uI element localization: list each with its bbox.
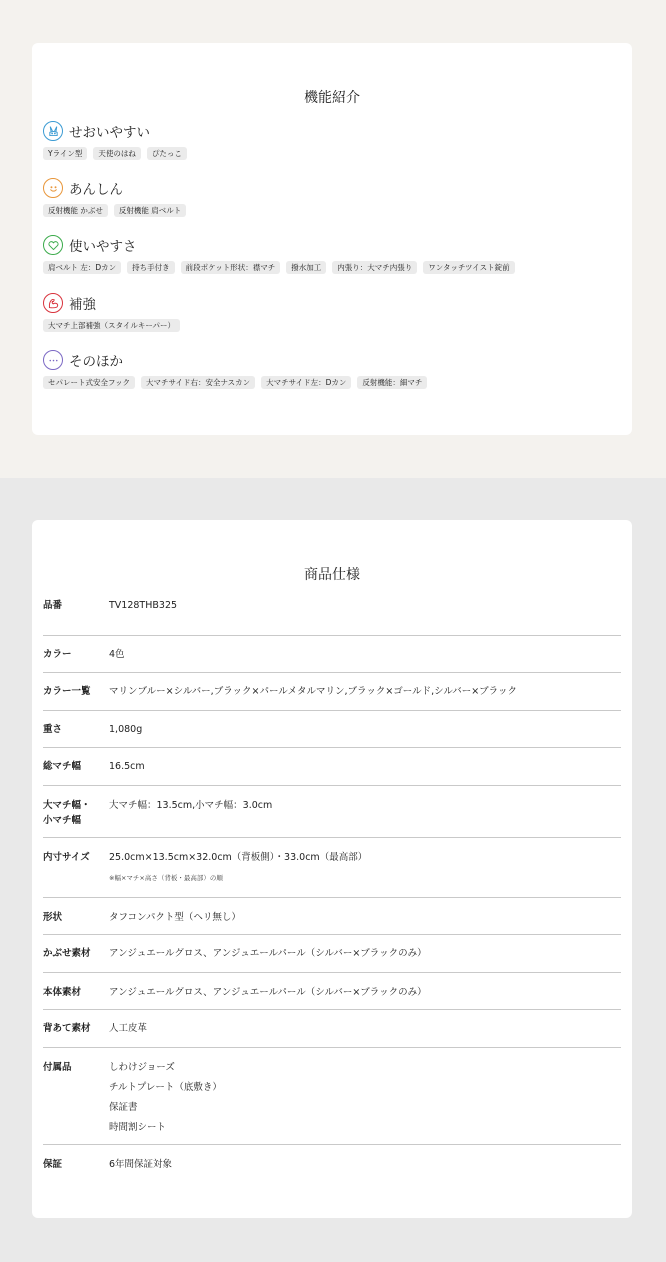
spec-row — [43, 973, 621, 1010]
specs-title: 商品仕様 — [304, 567, 360, 583]
feature-group-label: 補強 — [69, 297, 96, 313]
spec-key: 保証 — [43, 1159, 63, 1170]
spec-value-text: 6年間保証対象 — [109, 1159, 173, 1170]
spec-row — [43, 838, 621, 898]
feature-group — [43, 120, 621, 160]
spec-key: 大マチ幅・小マチ幅 — [43, 800, 91, 826]
spec-value — [109, 910, 621, 934]
spec-value — [109, 798, 621, 837]
spec-value — [109, 1060, 621, 1144]
feature-group — [43, 234, 621, 274]
spec-row — [43, 673, 621, 711]
feature-tag: ワンタッチツイスト錠前 — [423, 261, 514, 274]
feature-group-header — [43, 120, 621, 142]
heart-icon — [43, 235, 63, 255]
spec-value — [109, 1021, 621, 1047]
feature-tag: 反射機能 肩ベルト — [114, 204, 186, 217]
spec-key: 付属品 — [43, 1062, 72, 1073]
spec-table — [43, 598, 621, 1185]
feature-group-header — [43, 292, 621, 314]
spec-value-text: マリンブルー×シルバー,ブラック×パールメタルマリン,ブラック×ゴールド,シルバー×ブラック — [109, 686, 517, 697]
spec-value-text: TV128THB325 — [109, 600, 178, 611]
spec-value — [109, 946, 621, 972]
feature-tag: 内張り：大マチ内張り — [332, 261, 417, 274]
spec-value-text: 25.0cm×13.5cm×32.0cm（背板側）・33.0cm（最高部） — [109, 852, 368, 863]
spec-row — [43, 935, 621, 973]
tag-list — [43, 147, 621, 160]
spec-key: カラー一覧 — [43, 686, 91, 697]
features-section — [0, 0, 666, 478]
spec-row — [43, 748, 621, 786]
feature-tag: 持ち手付き — [127, 261, 175, 274]
feature-group — [43, 292, 621, 332]
specs-card — [32, 520, 632, 1218]
spec-value — [109, 647, 621, 672]
feature-tag: Yライン型 — [43, 147, 87, 160]
spec-key: カラー — [43, 649, 72, 660]
spec-value-text: 1,080g — [109, 724, 143, 735]
accessory-item: チルトプレート（底敷き） — [109, 1082, 222, 1093]
spec-value-text: タフコンパクト型（ヘリ無し） — [109, 912, 241, 923]
ellipsis-icon — [43, 350, 63, 370]
feature-tag: 反射機能 かぶせ — [43, 204, 108, 217]
feature-tag: セパレート式安全フック — [43, 376, 135, 389]
smile-icon — [43, 178, 63, 198]
spec-value — [109, 850, 621, 897]
spec-row — [43, 711, 621, 748]
feature-group-label: あんしん — [69, 182, 123, 198]
spec-value-text: アンジュエールグロス、アンジュエールパール（シルバー×ブラックのみ） — [109, 987, 427, 998]
feature-group-label: そのほか — [69, 354, 123, 370]
spec-key: 総マチ幅 — [43, 761, 82, 772]
spec-key: 本体素材 — [43, 987, 82, 998]
spec-row — [43, 1145, 621, 1185]
spec-key: 内寸サイズ — [43, 852, 90, 863]
spec-value-text: 16.5cm — [109, 761, 145, 772]
tag-list — [43, 204, 621, 217]
features-title: 機能紹介 — [304, 90, 360, 106]
spec-value — [109, 1157, 621, 1185]
feature-group-header — [43, 234, 621, 256]
spec-key: 形状 — [43, 912, 63, 923]
feature-tag: 反射機能：細マチ — [357, 376, 427, 389]
feature-tag: ぴたっこ — [147, 147, 187, 160]
rabbit-icon — [43, 121, 63, 141]
feature-tag: 前段ポケット形状：襟マチ — [181, 261, 281, 274]
spec-key: 重さ — [43, 724, 63, 735]
feature-group-label: せおいやすい — [69, 125, 150, 141]
feature-tag: 天使のはね — [93, 147, 141, 160]
accessory-item: 時間割シート — [109, 1122, 167, 1133]
spec-value-text: アンジュエールグロス、アンジュエールパール（シルバー×ブラックのみ） — [109, 948, 427, 959]
spec-row — [43, 786, 621, 838]
spec-key: かぶせ素材 — [43, 948, 91, 959]
accessory-item: 保証書 — [109, 1102, 138, 1113]
spec-value-text: 4色 — [109, 649, 125, 660]
feature-tag: 大マチサイド右：安全ナスカン — [141, 376, 255, 389]
spec-value-text: 人工皮革 — [109, 1023, 148, 1034]
feature-tag: 撥水加工 — [286, 261, 326, 274]
spec-note: ※幅×マチ×高さ（背板・最高部）の順 — [109, 874, 223, 882]
feature-tag: 肩ベルト 左：Dカン — [43, 261, 121, 274]
tag-list — [43, 261, 621, 274]
accessory-item: しわけジョーズ — [109, 1062, 175, 1073]
spec-row — [43, 598, 621, 636]
spec-value — [109, 985, 621, 1009]
spec-value-text: 大マチ幅：13.5cm,小マチ幅：3.0cm — [109, 800, 273, 811]
spec-value — [109, 598, 621, 635]
tag-list — [43, 319, 621, 332]
spec-row — [43, 898, 621, 935]
spec-value — [109, 684, 621, 710]
feature-group — [43, 349, 621, 389]
feature-group-header — [43, 177, 621, 199]
feature-group — [43, 177, 621, 217]
tag-list — [43, 376, 621, 389]
spec-key: 背あて素材 — [43, 1023, 91, 1034]
features-card — [32, 43, 632, 435]
muscle-arm-icon — [43, 293, 63, 313]
feature-group-label: 使いやすさ — [69, 239, 137, 255]
spec-value — [109, 759, 621, 785]
feature-tag: 大マチ上部補強（スタイルキーパー） — [43, 319, 180, 332]
spec-row — [43, 636, 621, 673]
spec-value — [109, 722, 621, 747]
specs-section — [0, 478, 666, 1262]
spec-row — [43, 1048, 621, 1145]
feature-group-header — [43, 349, 621, 371]
spec-key: 品番 — [43, 600, 63, 611]
spec-row — [43, 1010, 621, 1048]
feature-tag: 大マチサイド左：Dカン — [261, 376, 351, 389]
